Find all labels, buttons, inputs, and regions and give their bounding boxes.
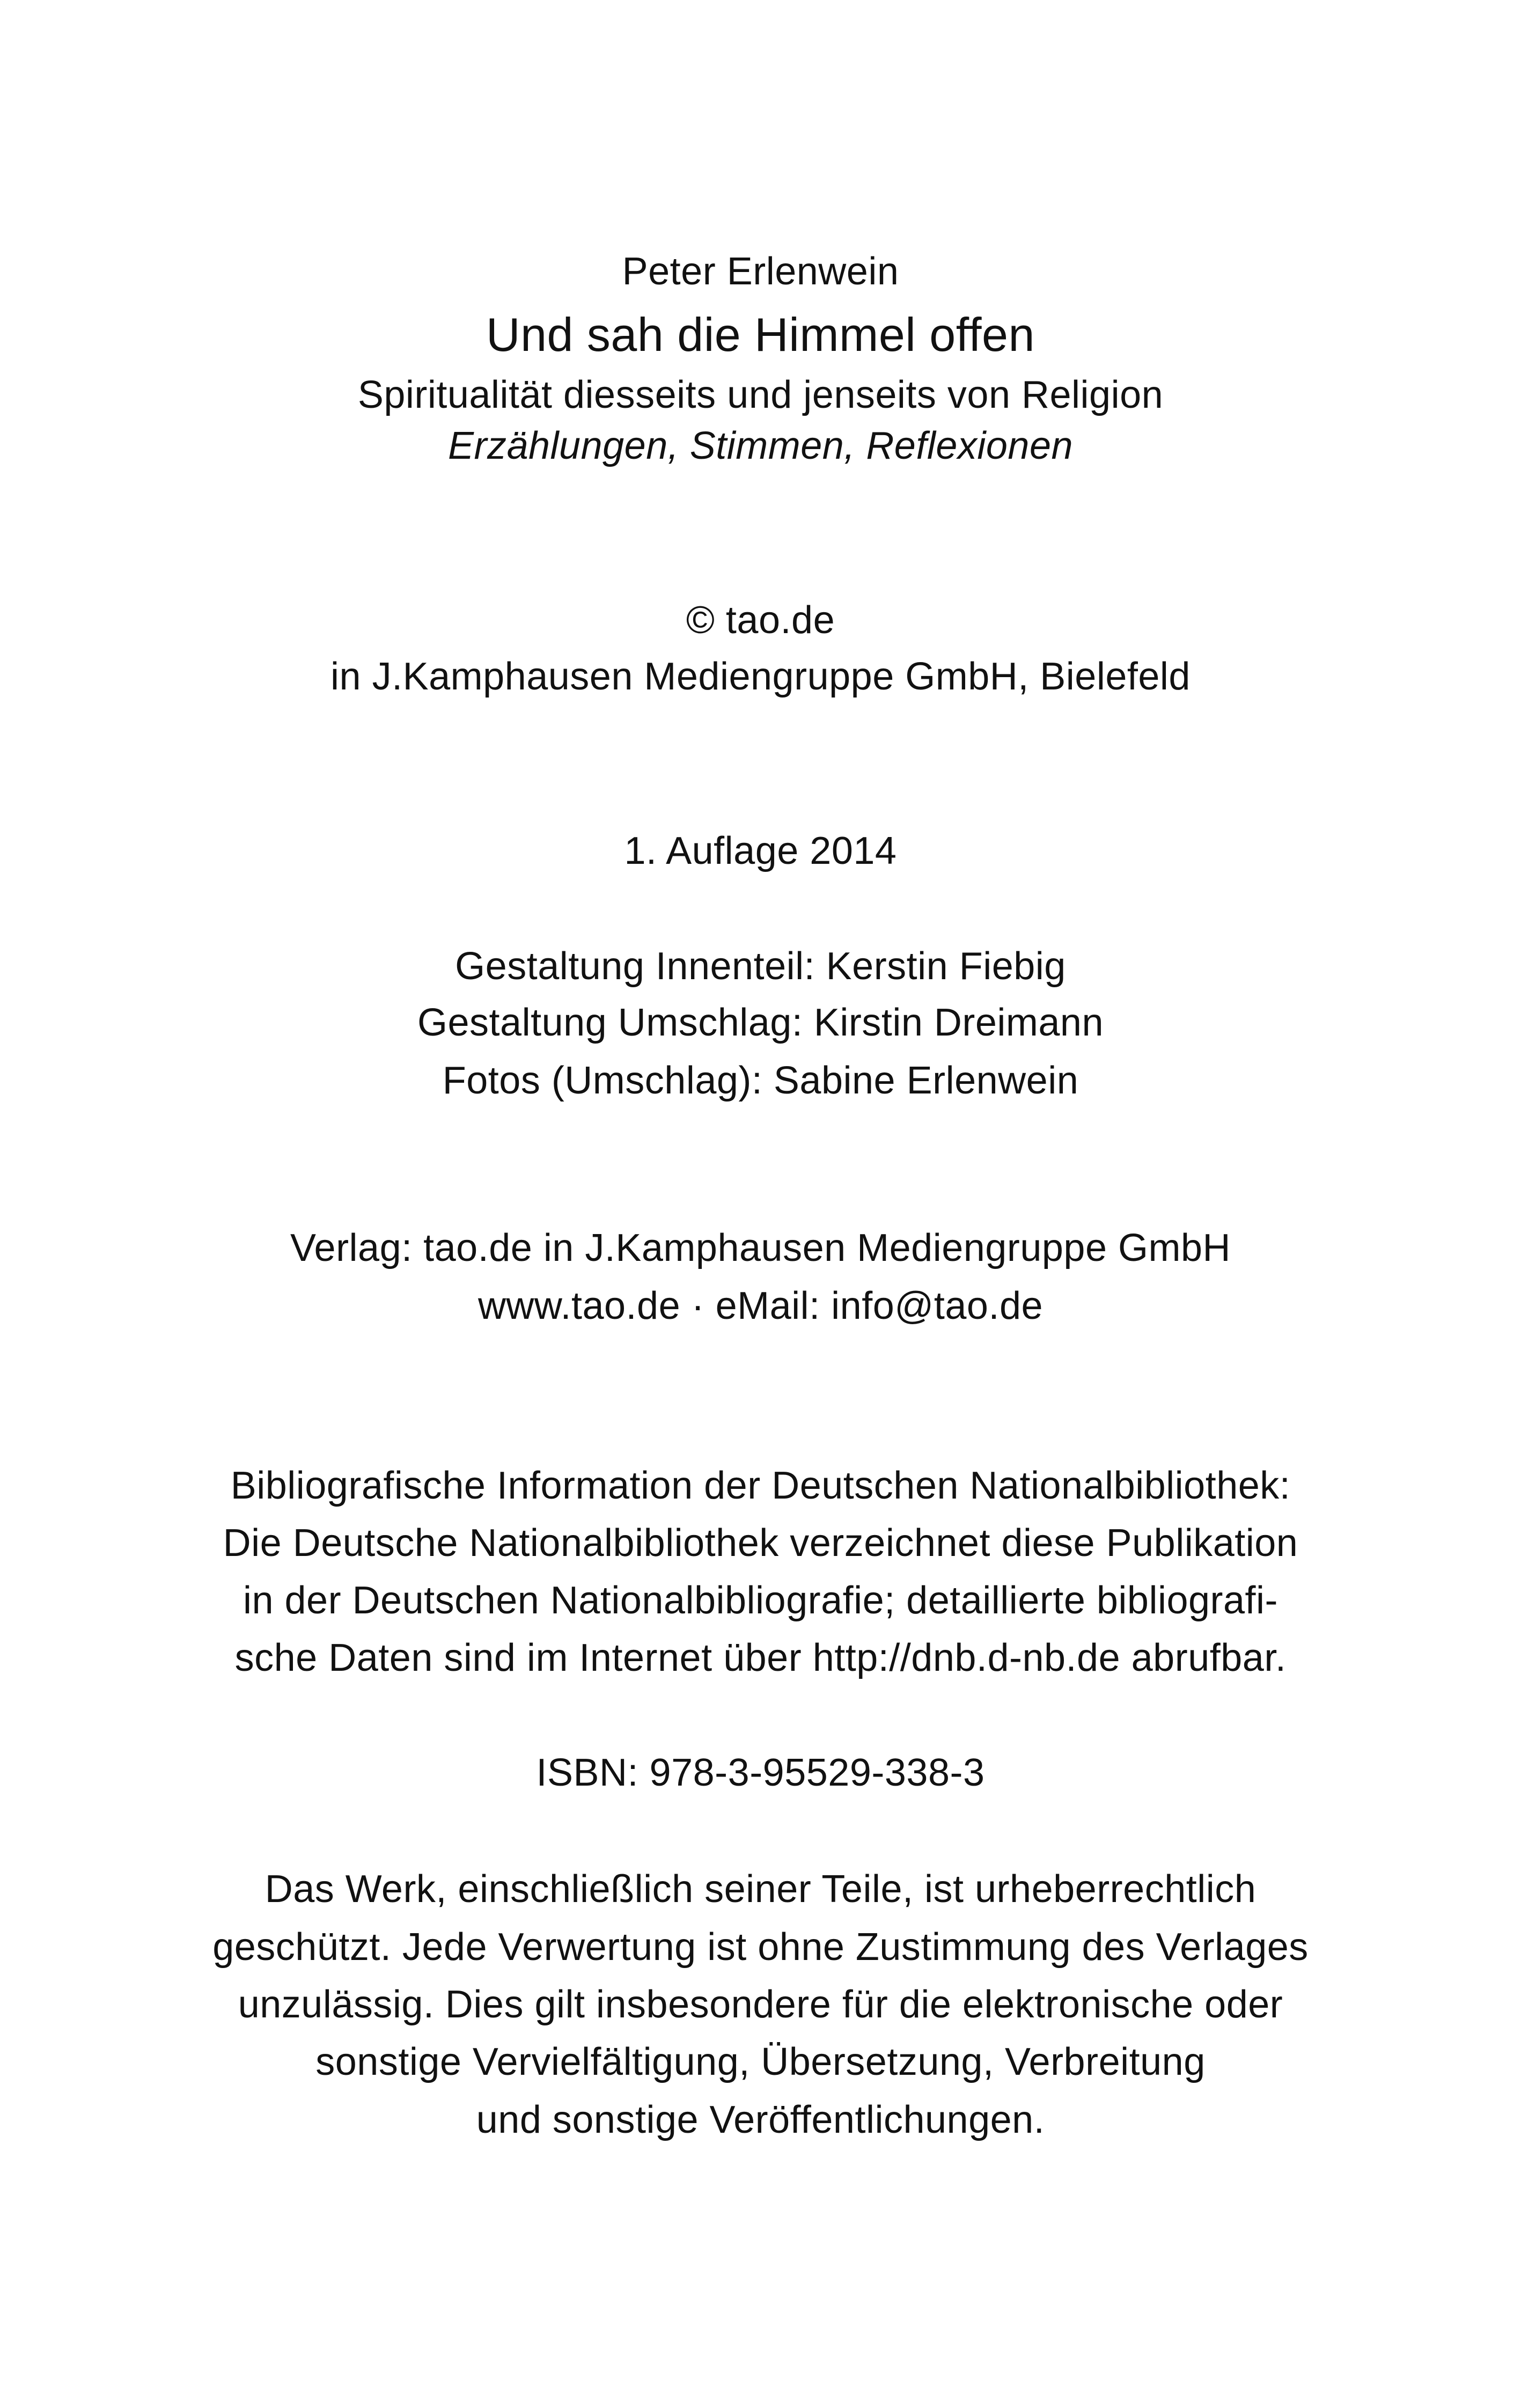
book-subtitle: Spiritualität diesseits und jenseits von Religion bbox=[357, 373, 1164, 416]
bibliographic-line-2: Die Deutsche Nationalbibliothek verzeichnet diese Publikation bbox=[223, 1522, 1298, 1565]
credit-cover-photos: Fotos (Umschlag): Sabine Erlenwein bbox=[442, 1059, 1079, 1102]
publisher-line: Verlag: tao.de in J.Kamphausen Mediengruppe GmbH bbox=[290, 1227, 1231, 1269]
legal-line-1: Das Werk, einschließlich seiner Teile, ist urheberrechtlich bbox=[264, 1868, 1257, 1911]
book-genre: Erzählungen, Stimmen, Reflexionen bbox=[447, 424, 1074, 467]
isbn-line: ISBN: 978-3-95529-338-3 bbox=[536, 1751, 985, 1794]
bibliographic-line-1: Bibliografische Information der Deutschen Nationalbibliothek: bbox=[230, 1464, 1291, 1507]
legal-line-4: sonstige Vervielfältigung, Übersetzung, Verbreitung bbox=[315, 2040, 1206, 2083]
copyright-publisher: in J.Kamphausen Mediengruppe GmbH, Bielefeld bbox=[330, 655, 1191, 698]
bibliographic-line-3: in der Deutschen Nationalbibliografie; detaillierte bibliografi- bbox=[243, 1579, 1278, 1622]
credit-interior-design: Gestaltung Innenteil: Kerstin Fiebig bbox=[455, 945, 1066, 988]
credit-cover-design: Gestaltung Umschlag: Kirstin Dreimann bbox=[417, 1001, 1104, 1044]
author-name: Peter Erlenwein bbox=[622, 250, 899, 293]
edition-line: 1. Auflage 2014 bbox=[624, 829, 897, 872]
copyright-line: © tao.de bbox=[686, 599, 835, 642]
publisher-contact: www.tao.de · eMail: info@tao.de bbox=[477, 1284, 1044, 1327]
bibliographic-line-4: sche Daten sind im Internet über http://dnb.d-nb.de abrufbar. bbox=[234, 1636, 1287, 1679]
legal-line-2: geschützt. Jede Verwertung ist ohne Zustimmung des Verlages bbox=[212, 1926, 1309, 1969]
book-title: Und sah die Himmel offen bbox=[486, 308, 1035, 361]
legal-line-5: und sonstige Veröffentlichungen. bbox=[476, 2098, 1045, 2141]
legal-line-3: unzulässig. Dies gilt insbesondere für die elektronische oder bbox=[238, 1983, 1283, 2026]
